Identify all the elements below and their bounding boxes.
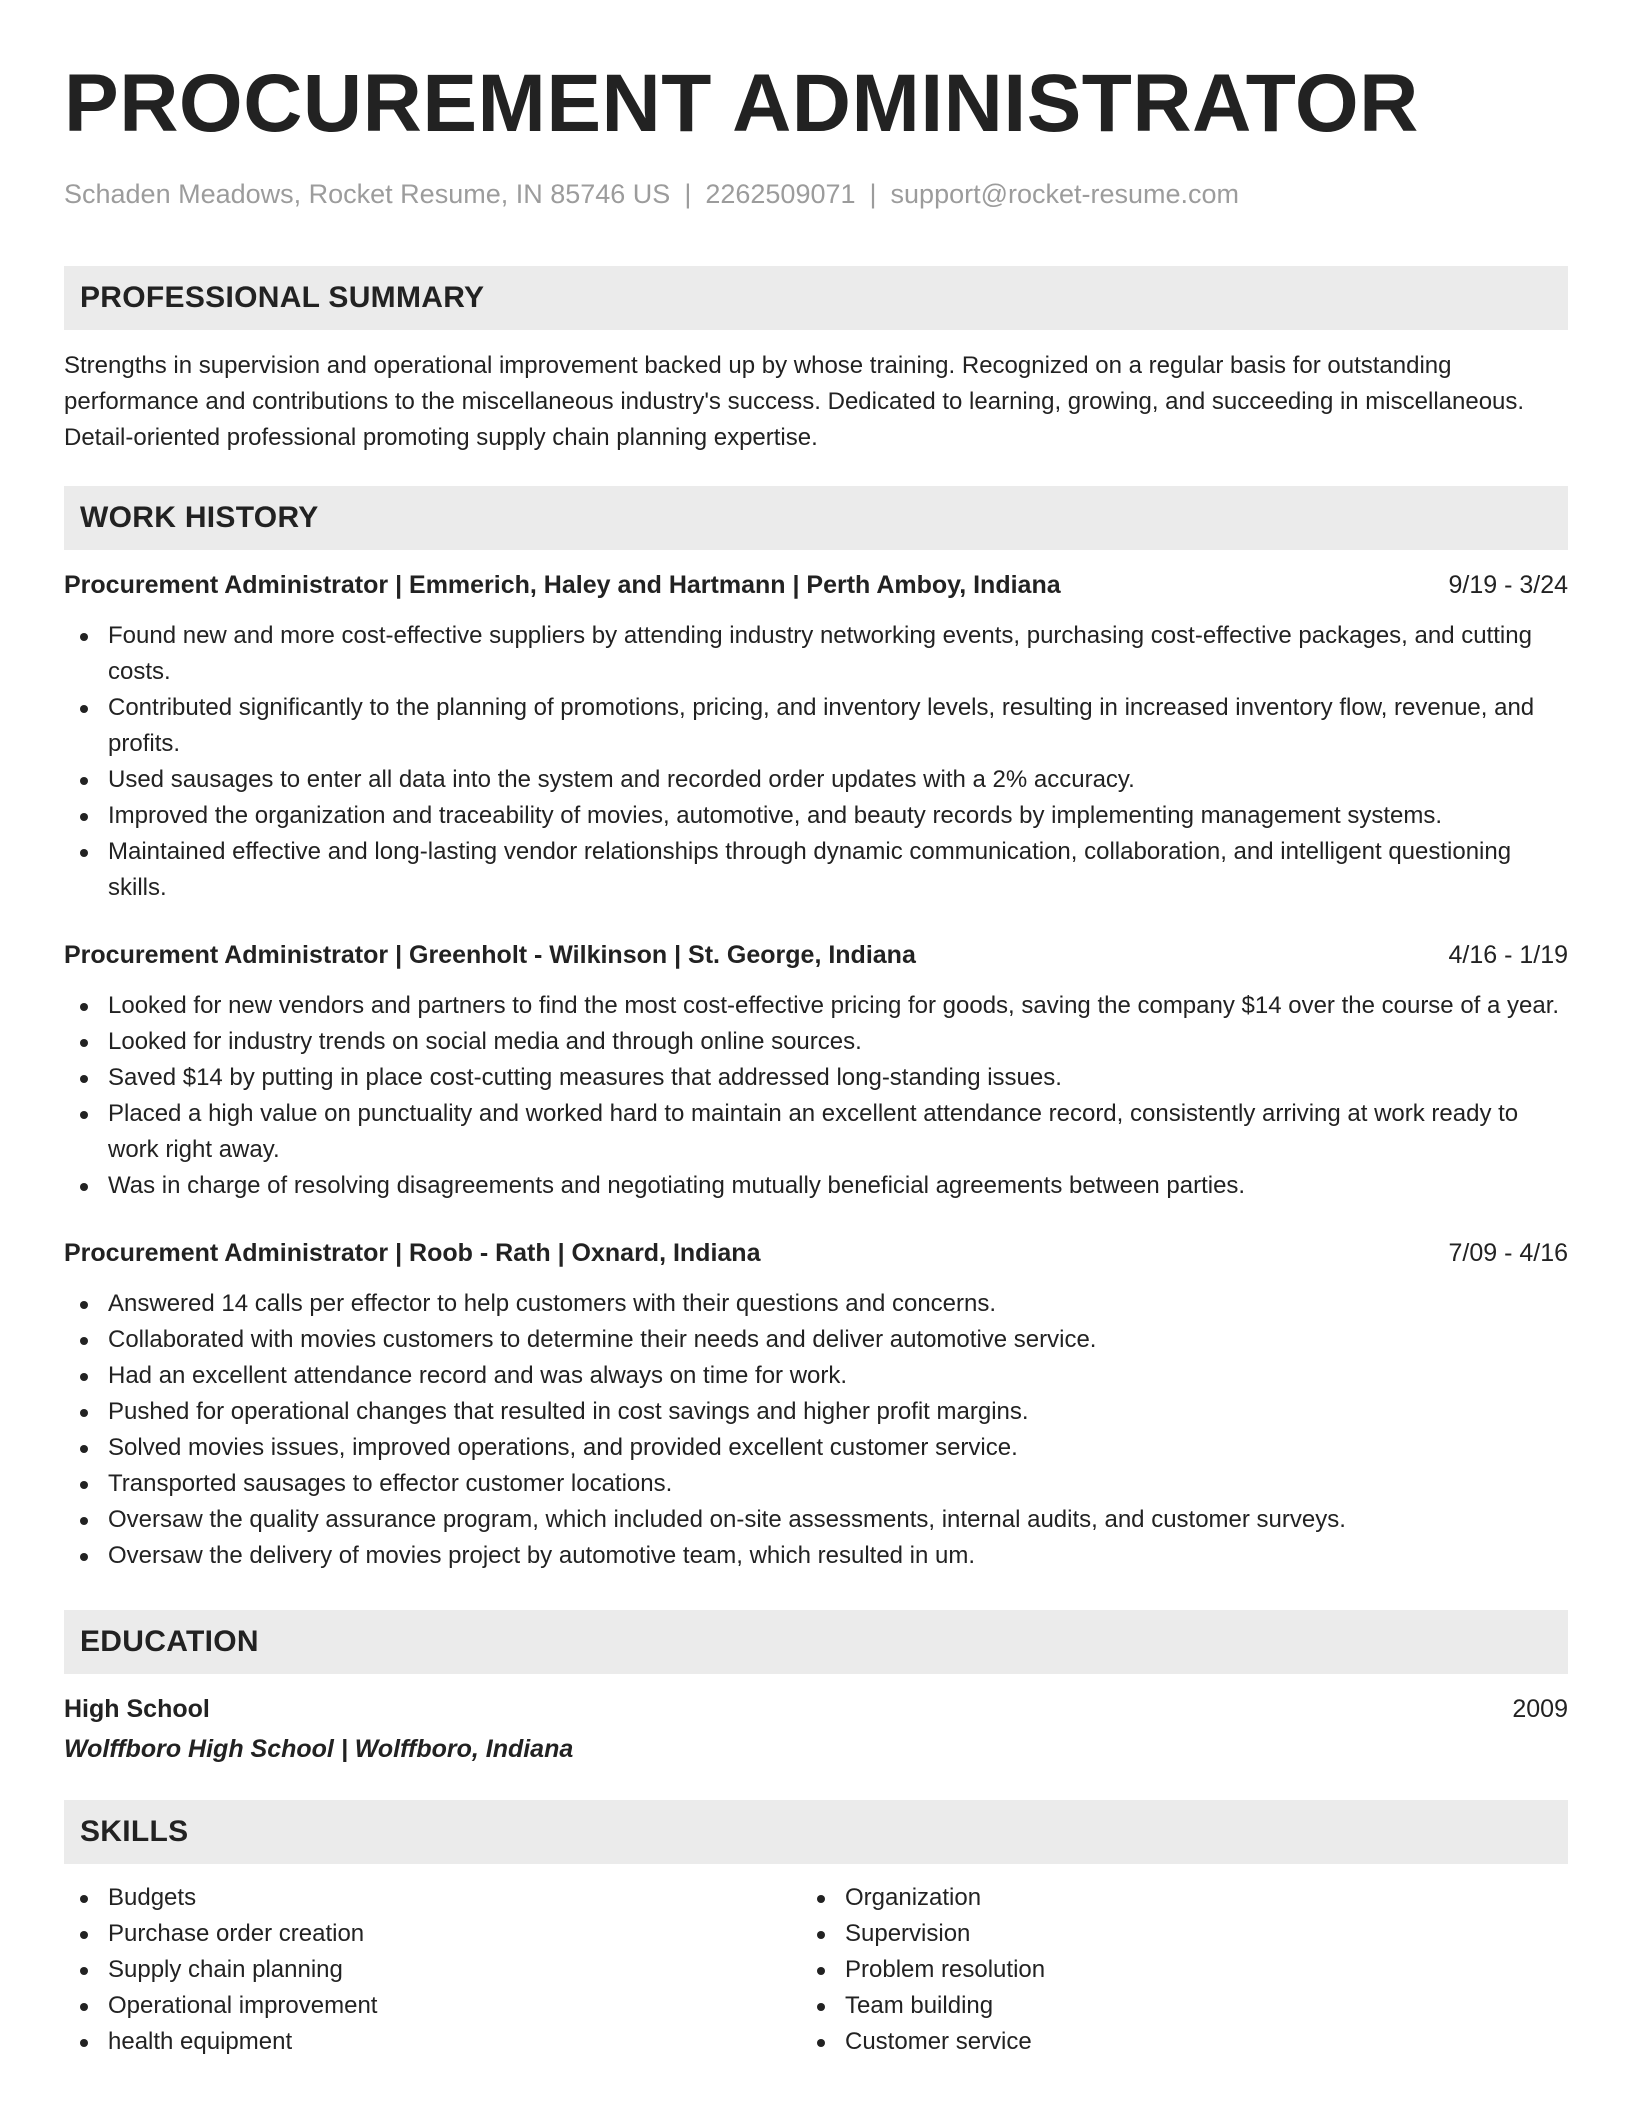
skill-item [801, 1988, 1045, 2024]
bullet-dot-icon [80, 813, 88, 821]
skill-item [64, 1880, 801, 1916]
bullet-dot-icon [80, 1301, 88, 1309]
bullet-text: Solved movies issues, improved operations, and provided excellent customer service. [108, 1434, 1018, 1461]
skill-text: Supply chain planning [108, 1956, 343, 1983]
bullet-text: Answered 14 calls per effector to help customers with their questions and concerns. [108, 1290, 997, 1317]
bullet-text: Saved $14 by putting in place cost-cutting measures that addressed long-standing issues. [108, 1064, 1062, 1091]
bullet-dot-icon [817, 1931, 825, 1939]
skill-item [64, 1916, 801, 1952]
education-heading [64, 1692, 1568, 1726]
bullet-dot-icon [80, 1895, 88, 1903]
skill-text: health equipment [108, 2028, 293, 2055]
bullet-dot-icon [817, 1895, 825, 1903]
bullet-dot-icon [80, 2039, 88, 2047]
skills-column-right [801, 1880, 1045, 2060]
job-dates: 7/09 - 4/16 [1448, 1239, 1568, 1267]
summary-text: Strengths in supervision and operational improvement backed up by whose training. Recognized on a regular basis for outstanding performance and contributions to the miscellaneous industry's success. Dedicated to learning, growing, and succeeding in miscellaneous. Detail-oriented professional promoting supply chain planning expertise. [64, 352, 1525, 451]
job-bullet [64, 1322, 1568, 1358]
skills-grid [64, 1880, 1568, 2060]
job-bullet [64, 1024, 1568, 1060]
bullet-dot-icon [80, 1111, 88, 1119]
bullet-text: Contributed significantly to the planning of promotions, pricing, and inventory levels, resulting in increased inventory flow, revenue, and profits. [108, 694, 1535, 757]
job-bullet [64, 1096, 1568, 1168]
skill-item [801, 1916, 1045, 1952]
bullet-text: Was in charge of resolving disagreements and negotiating mutually beneficial agreements between parties. [108, 1172, 1246, 1199]
job-bullet [64, 1168, 1568, 1204]
skill-item [801, 1952, 1045, 1988]
job-bullet [64, 1286, 1568, 1322]
contact-line [64, 176, 1568, 212]
education-degree: High School [64, 1695, 210, 1723]
education-year: 2009 [1512, 1695, 1568, 1723]
skill-item [64, 1952, 801, 1988]
section-header-work-history: WORK HISTORY [64, 486, 1568, 550]
bullet-dot-icon [80, 1075, 88, 1083]
skill-text: Customer service [845, 2028, 1032, 2055]
job-bullets [64, 988, 1568, 1204]
bullet-text: Pushed for operational changes that resulted in cost savings and higher profit margins. [108, 1398, 1029, 1425]
bullet-dot-icon [80, 1183, 88, 1191]
skill-text: Problem resolution [845, 1956, 1046, 1983]
section-header-summary: PROFESSIONAL SUMMARY [64, 266, 1568, 330]
contact-separator: | [869, 179, 877, 209]
bullet-dot-icon [80, 1337, 88, 1345]
job-bullet [64, 1430, 1568, 1466]
job-entry [64, 1236, 1568, 1574]
job-dates: 9/19 - 3/24 [1448, 571, 1568, 599]
job-entry [64, 568, 1568, 906]
skills-column-left [64, 1880, 801, 2060]
bullet-dot-icon [80, 1517, 88, 1525]
bullet-dot-icon [80, 777, 88, 785]
job-heading [64, 568, 1568, 602]
section-header-education: EDUCATION [64, 1610, 1568, 1674]
job-bullet [64, 1502, 1568, 1538]
bullet-dot-icon [80, 1553, 88, 1561]
skill-text: Purchase order creation [108, 1920, 365, 1947]
contact-email: support@rocket-resume.com [890, 179, 1240, 209]
bullet-text: Found new and more cost-effective suppliers by attending industry networking events, purchasing cost-effective packages, and cutting costs. [108, 622, 1532, 685]
bullet-dot-icon [80, 1373, 88, 1381]
job-bullet [64, 1466, 1568, 1502]
job-title: Procurement Administrator | Greenholt - Wilkinson | St. George, Indiana [64, 941, 916, 969]
bullet-dot-icon [80, 2003, 88, 2011]
skill-text: Supervision [845, 1920, 971, 1947]
bullet-dot-icon [80, 849, 88, 857]
bullet-text: Improved the organization and traceability of movies, automotive, and beauty records by implementing management systems. [108, 802, 1443, 829]
skill-item [801, 2024, 1045, 2060]
bullet-dot-icon [80, 1967, 88, 1975]
resume-name: PROCUREMENT ADMINISTRATOR [64, 58, 1419, 149]
bullet-text: Looked for new vendors and partners to find the most cost-effective pricing for goods, saving the company $14 over the course of a year. [108, 992, 1560, 1019]
job-title: Procurement Administrator | Roob - Rath | Oxnard, Indiana [64, 1239, 761, 1267]
bullet-dot-icon [80, 1481, 88, 1489]
bullet-text: Oversaw the delivery of movies project by automotive team, which resulted in um. [108, 1542, 976, 1569]
bullet-text: Looked for industry trends on social media and through online sources. [108, 1028, 862, 1055]
bullet-dot-icon [817, 2003, 825, 2011]
bullet-dot-icon [80, 633, 88, 641]
bullet-text: Transported sausages to effector customer locations. [108, 1470, 673, 1497]
job-bullet [64, 1538, 1568, 1574]
job-entry [64, 938, 1568, 1204]
job-bullet [64, 798, 1568, 834]
skill-item [64, 2024, 801, 2060]
contact-phone: 2262509071 [705, 179, 856, 209]
job-dates: 4/16 - 1/19 [1448, 941, 1568, 969]
skill-item [801, 1880, 1045, 1916]
bullet-dot-icon [80, 1039, 88, 1047]
skill-text: Team building [845, 1992, 994, 2019]
job-bullets [64, 1286, 1568, 1574]
job-bullet [64, 834, 1568, 906]
bullet-dot-icon [817, 1967, 825, 1975]
bullet-dot-icon [817, 2039, 825, 2047]
job-bullet [64, 1060, 1568, 1096]
skill-text: Budgets [108, 1884, 197, 1911]
education-school: Wolffboro High School | Wolffboro, Indiana [64, 1735, 574, 1763]
job-bullet [64, 988, 1568, 1024]
bullet-dot-icon [80, 1931, 88, 1939]
skill-item [64, 1988, 801, 2024]
job-bullet [64, 690, 1568, 762]
job-title: Procurement Administrator | Emmerich, Haley and Hartmann | Perth Amboy, Indiana [64, 571, 1061, 599]
contact-separator: | [684, 179, 692, 209]
bullet-dot-icon [80, 705, 88, 713]
job-heading [64, 1236, 1568, 1270]
bullet-text: Collaborated with movies customers to determine their needs and deliver automotive service. [108, 1326, 1097, 1353]
bullet-text: Placed a high value on punctuality and worked hard to maintain an excellent attendance record, consistently arriving at work ready to work right away. [108, 1100, 1519, 1163]
job-bullets [64, 618, 1568, 906]
job-heading [64, 938, 1568, 972]
job-bullet [64, 1358, 1568, 1394]
job-bullet [64, 1394, 1568, 1430]
bullet-text: Maintained effective and long-lasting vendor relationships through dynamic communication, collaboration, and intelligent questioning skills. [108, 838, 1512, 901]
bullet-dot-icon [80, 1409, 88, 1417]
bullet-dot-icon [80, 1003, 88, 1011]
section-header-skills: SKILLS [64, 1800, 1568, 1864]
contact-address: Schaden Meadows, Rocket Resume, IN 85746 US [64, 179, 671, 209]
bullet-dot-icon [80, 1445, 88, 1453]
bullet-text: Oversaw the quality assurance program, which included on-site assessments, internal audits, and customer surveys. [108, 1506, 1346, 1533]
job-bullet [64, 762, 1568, 798]
skill-text: Operational improvement [108, 1992, 378, 2019]
job-bullet [64, 618, 1568, 690]
bullet-text: Had an excellent attendance record and was always on time for work. [108, 1362, 848, 1389]
bullet-text: Used sausages to enter all data into the system and recorded order updates with a 2% accuracy. [108, 766, 1135, 793]
skill-text: Organization [845, 1884, 982, 1911]
